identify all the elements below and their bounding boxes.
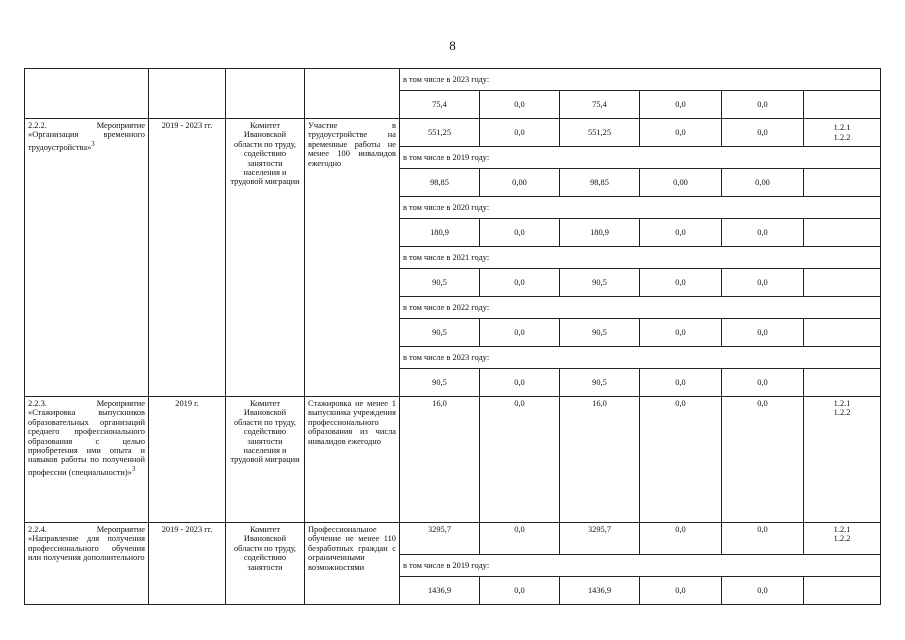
value-cell: 90,5 xyxy=(560,269,640,297)
value-cell xyxy=(804,369,881,397)
value-cell xyxy=(804,577,881,605)
value-cell: 98,85 xyxy=(560,169,640,197)
value-cell: 0,0 xyxy=(640,369,722,397)
year-label: в том числе в 2019 году: xyxy=(400,555,881,577)
period-cell xyxy=(149,69,226,119)
value-cell xyxy=(804,319,881,347)
table-row xyxy=(25,397,881,523)
program-measures-table xyxy=(24,68,881,605)
value-cell: 90,5 xyxy=(400,319,480,347)
value-cell: 180,9 xyxy=(400,219,480,247)
measure-executor: Комитет Ивановской области по труду, содействию занятости населения и трудовой миграции xyxy=(226,119,305,397)
year-label: в том числе в 2023 году: xyxy=(400,69,881,91)
value-cell: 0,0 xyxy=(480,523,560,555)
value-cell: 0,0 xyxy=(640,91,722,119)
year-label: в том числе в 2021 году: xyxy=(400,247,881,269)
value-cell: 0,0 xyxy=(722,397,804,523)
value-cell: 0,0 xyxy=(480,119,560,147)
value-cell: 0,0 xyxy=(480,369,560,397)
value-cell: 0,0 xyxy=(640,397,722,523)
measure-indicator: Стажировка не менее 1 выпускника учреждения профессионального образования из числа инвалидов ежегодно xyxy=(305,397,400,523)
value-cell: 551,25 xyxy=(400,119,480,147)
measure-period: 2019 - 2023 гг. xyxy=(149,523,226,605)
value-cell: 3295,7 xyxy=(400,523,480,555)
value-cell: 0,0 xyxy=(722,219,804,247)
value-cell: 0,0 xyxy=(722,91,804,119)
value-cell: 0,0 xyxy=(722,369,804,397)
value-cell xyxy=(804,91,881,119)
value-cell xyxy=(804,269,881,297)
measure-name: 2.2.4. Мероприятие «Направление для получения профессионального обучения или получения дополнительного xyxy=(25,523,149,605)
value-cell: 180,9 xyxy=(560,219,640,247)
page-number: 8 xyxy=(449,38,456,53)
value-cell: 0,0 xyxy=(722,269,804,297)
value-cell: 0,0 xyxy=(640,119,722,147)
value-cell: 0,0 xyxy=(480,397,560,523)
value-cell: 3295,7 xyxy=(560,523,640,555)
table-row xyxy=(25,523,881,555)
value-cell: 0,0 xyxy=(480,577,560,605)
value-cell: 1436,9 xyxy=(400,577,480,605)
table-row xyxy=(25,119,881,147)
year-label: в том числе в 2020 году: xyxy=(400,197,881,219)
value-cell: 16,0 xyxy=(400,397,480,523)
value-cell xyxy=(804,169,881,197)
value-cell: 0,00 xyxy=(722,169,804,197)
value-cell: 0,0 xyxy=(722,523,804,555)
value-cell: 90,5 xyxy=(560,319,640,347)
value-cell: 90,5 xyxy=(400,269,480,297)
measure-indicator: Профессиональное обучение не менее 110 безработных граждан с ограниченными возможностями xyxy=(305,523,400,605)
value-cell: 0,0 xyxy=(722,319,804,347)
value-cell: 551,25 xyxy=(560,119,640,147)
indicator-cell xyxy=(305,69,400,119)
year-label: в том числе в 2023 году: xyxy=(400,347,881,369)
value-cell: 0,0 xyxy=(480,269,560,297)
indicator-codes: 1.2.1 1.2.2 xyxy=(804,397,881,523)
value-cell: 0,0 xyxy=(640,319,722,347)
indicator-codes: 1.2.1 1.2.2 xyxy=(804,119,881,147)
value-cell: 1436,9 xyxy=(560,577,640,605)
value-cell: 16,0 xyxy=(560,397,640,523)
value-cell: 75,4 xyxy=(560,91,640,119)
value-cell: 0,0 xyxy=(640,577,722,605)
measure-name: 2.2.2. Мероприятие «Организация временного трудоустройства»$^3$ xyxy=(25,119,149,397)
value-cell: 0,0 xyxy=(480,219,560,247)
value-cell: 90,5 xyxy=(560,369,640,397)
table-row xyxy=(25,69,881,91)
value-cell xyxy=(804,219,881,247)
value-cell: 0,0 xyxy=(480,319,560,347)
year-label: в том числе в 2022 году: xyxy=(400,297,881,319)
measure-executor: Комитет Ивановской области по труду, содействию занятости населения и трудовой миграции xyxy=(226,397,305,523)
value-cell: 0,0 xyxy=(640,219,722,247)
measure-period: 2019 - 2023 гг. xyxy=(149,119,226,397)
value-cell: 0,0 xyxy=(640,269,722,297)
value-cell: 0,0 xyxy=(640,523,722,555)
value-cell: 0,0 xyxy=(722,119,804,147)
value-cell: 90,5 xyxy=(400,369,480,397)
measure-executor: Комитет Ивановской области по труду, содействию занятости xyxy=(226,523,305,605)
indicator-codes: 1.2.1 1.2.2 xyxy=(804,523,881,555)
value-cell: 0,00 xyxy=(480,169,560,197)
value-cell: 75,4 xyxy=(400,91,480,119)
measure-period: 2019 г. xyxy=(149,397,226,523)
year-label: в том числе в 2019 году: xyxy=(400,147,881,169)
value-cell: 0,00 xyxy=(640,169,722,197)
measure-indicator: Участие в трудоустройстве на временные работы не менее 100 инвалидов ежегодно xyxy=(305,119,400,397)
executor-cell xyxy=(226,69,305,119)
value-cell: 0,0 xyxy=(480,91,560,119)
name-cell xyxy=(25,69,149,119)
measure-name: 2.2.3. Мероприятие «Стажировка выпускников образовательных организаций среднего профессионального образования с целью приобретения ими опыта и навыков работы по полученной профессии (специальности)»$^3$ xyxy=(25,397,149,523)
value-cell: 98,85 xyxy=(400,169,480,197)
value-cell: 0,0 xyxy=(722,577,804,605)
